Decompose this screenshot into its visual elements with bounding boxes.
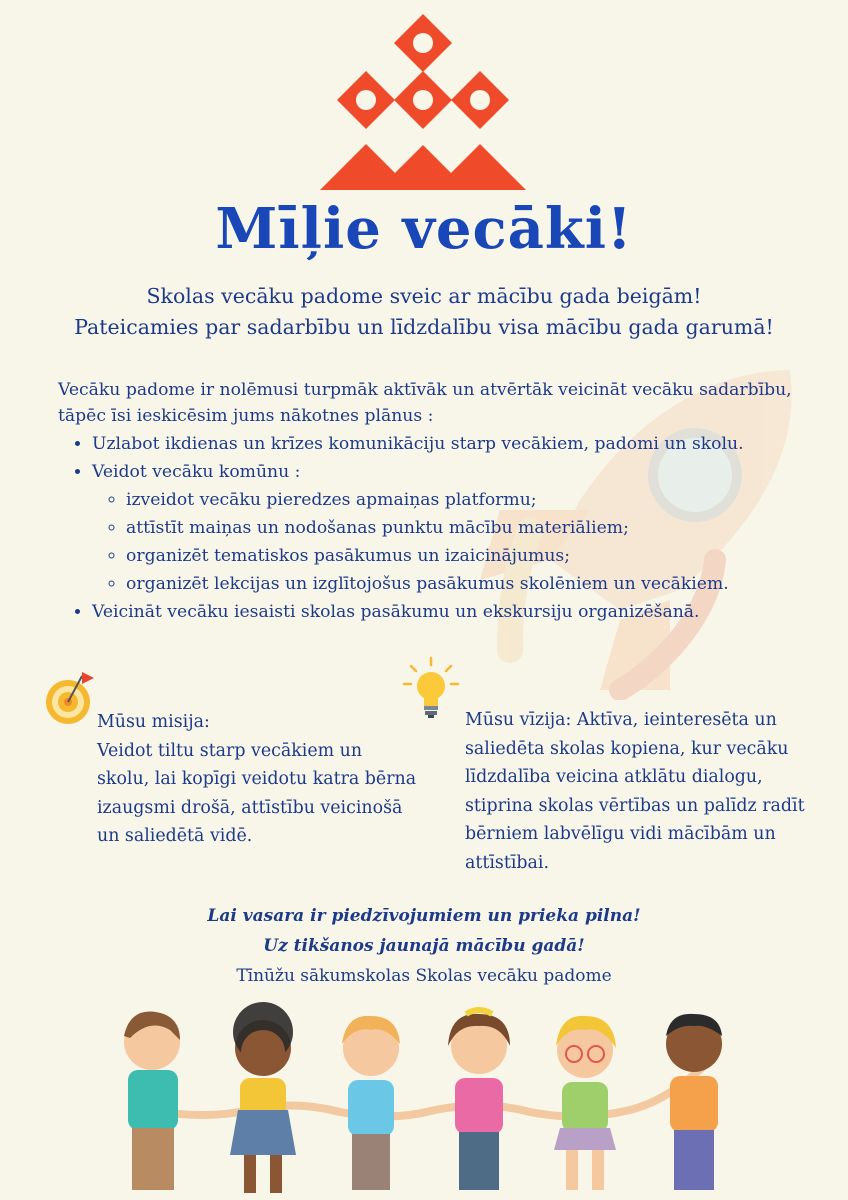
child-figure: [230, 1002, 296, 1193]
mission-text: Veidot tiltu starp vecākiem un skolu, lai kopīgi veidotu katra bērna izaugsmi drošā, attīstību veicinošā un saliedētā vidē.: [97, 740, 417, 846]
page-title: Mīļie vecāki!: [215, 196, 633, 262]
closing-signature: Tīnūžu sākumskolas Skolas vecāku padome: [236, 966, 612, 986]
mission-block: [97, 708, 417, 851]
sub-list-item: ◦ organizēt tematiskos pasākumus un izaicinājumus;: [126, 542, 848, 570]
children-illustration: [90, 1000, 780, 1200]
list-item: • Veicināt vecāku iesaisti skolas pasākumu un ekskursiju organizēšanā.: [92, 598, 848, 626]
child-figure: [666, 1014, 722, 1190]
sub-list-item: ◦ izveidot vecāku pieredzes apmaiņas platformu;: [126, 486, 848, 514]
list-item: • Uzlabot ikdienas un krīzes komunikāciju starp vecākiem, padomi un skolu.: [92, 430, 848, 458]
child-figure: [448, 1010, 510, 1190]
list-item: [92, 458, 848, 598]
target-icon: [44, 668, 98, 728]
child-figure: [342, 1016, 400, 1190]
sub-list-item: ◦ organizēt lekcijas un izglītojošus pasākumus skolēniem un vecākiem.: [126, 570, 848, 598]
plans-intro: Vecāku padome ir nolēmusi turpmāk aktīvāk un atvērtāk veicināt vecāku sadarbību, tāpēc īsi ieskicēsim jums nākotnes plānus :: [58, 380, 792, 426]
school-logo-icon: [320, 14, 526, 192]
list-item-label: Veidot vecāku komūnu :: [92, 462, 301, 482]
subtitle-greeting: Skolas vecāku padome sveic ar mācību gada beigām!: [146, 284, 702, 308]
vision-text: Mūsu vīzija: Aktīva, ieinteresēta un saliedēta skolas kopiena, kur vecāku līdzdalība veicina atklātu dialogu, stiprina skolas vērtības un palīdz radīt bērniem labvēlīgu vidi mācībām un attīstībai.: [465, 710, 805, 873]
closing-see-you: Uz tikšanos jaunajā mācību gadā!: [263, 936, 585, 956]
child-figure: [554, 1016, 616, 1190]
mission-heading: Mūsu misija:: [97, 712, 210, 732]
subtitle-thanks: Pateicamies par sadarbību un līdzdalību visa mācību gada garumā!: [74, 315, 774, 339]
plans-list: [58, 430, 848, 626]
sub-list-item: ◦ attīstīt maiņas un nodošanas punktu mācību materiāliem;: [126, 514, 848, 542]
sub-list: [92, 486, 848, 598]
closing-wish: Lai vasara ir piedzīvojumiem un prieka pilna!: [207, 906, 641, 926]
child-figure: [124, 1012, 180, 1191]
